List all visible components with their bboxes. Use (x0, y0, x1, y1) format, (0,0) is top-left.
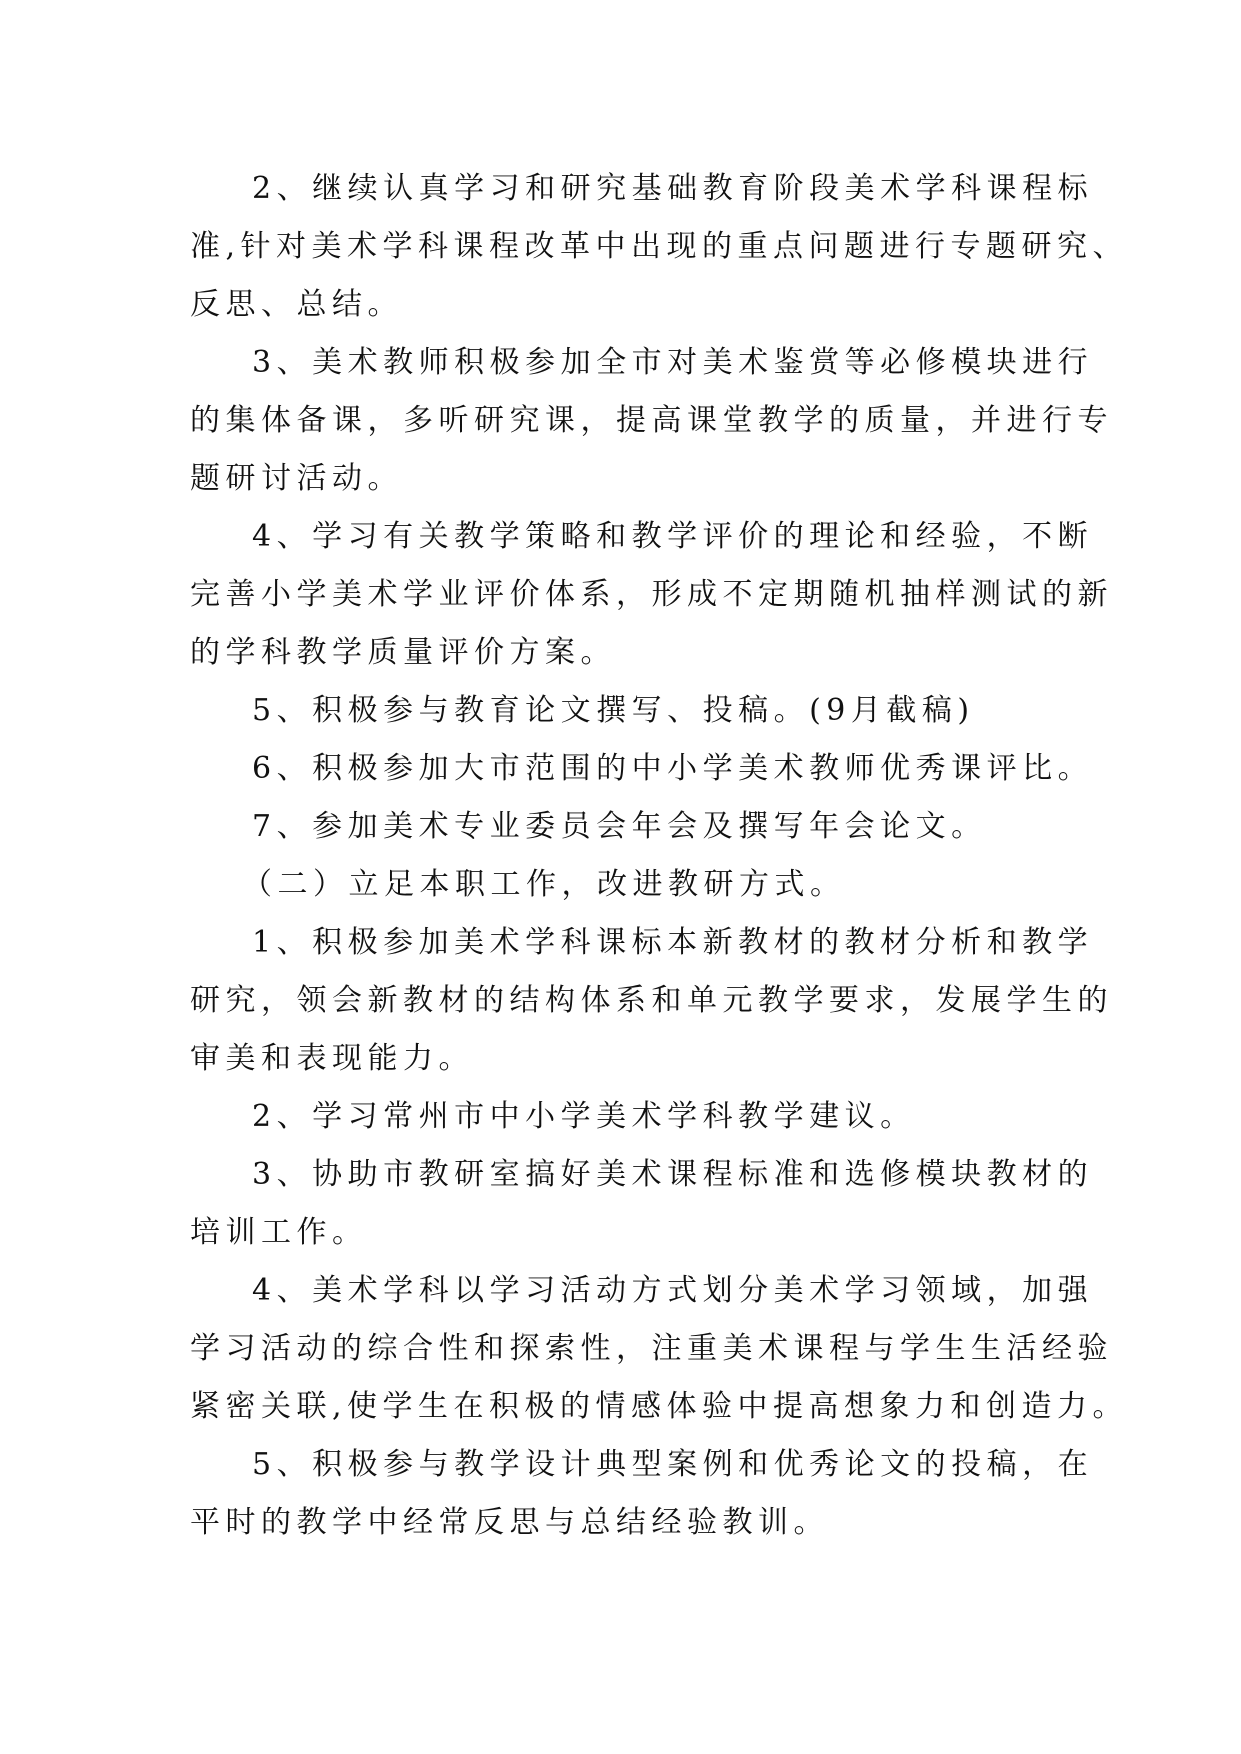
paragraph-line: 研究，领会新教材的结构体系和单元教学要求，发展学生的 (190, 983, 1113, 1018)
paragraph-line: 培训工作。 (190, 1215, 368, 1250)
paragraph-line: 完善小学美术学业评价体系，形成不定期随机抽样测试的新 (190, 577, 1113, 612)
paragraph-line: 3、美术教师积极参加全市对美术鉴赏等必修模块进行 (252, 345, 1094, 380)
paragraph-line: 紧密关联,使学生在积极的情感体验中提高想象力和创造力。 (190, 1389, 1129, 1424)
paragraph-line: 4、学习有关教学策略和教学评价的理论和经验，不断 (252, 519, 1094, 554)
paragraph-line: 反思、总结。 (190, 287, 403, 322)
paragraph-line: 学习活动的综合性和探索性，注重美术课程与学生生活经验 (190, 1331, 1113, 1366)
paragraph-line: 5、积极参与教学设计典型案例和优秀论文的投稿，在 (252, 1447, 1094, 1482)
paragraph-line: 平时的教学中经常反思与总结经验教训。 (190, 1505, 829, 1540)
paragraph-line: 4、美术学科以学习活动方式划分美术学习领域，加强 (252, 1273, 1094, 1308)
section-heading: （二）立足本职工作，改进教研方式。 (242, 867, 846, 902)
paragraph-line: 的学科教学质量评价方案。 (190, 635, 616, 670)
paragraph-line: 2、学习常州市中小学美术学科教学建议。 (252, 1099, 916, 1134)
paragraph-line: 的集体备课，多听研究课，提高课堂教学的质量，并进行专 (190, 403, 1113, 438)
paragraph-line: 5、积极参与教育论文撰写、投稿。(9月截稿) (252, 693, 975, 728)
paragraph-line: 1、积极参加美术学科课标本新教材的教材分析和教学 (252, 925, 1094, 960)
paragraph-line: 7、参加美术专业委员会年会及撰写年会论文。 (252, 809, 987, 844)
document-body (190, 160, 1129, 1552)
paragraph-line: 准,针对美术学科课程改革中出现的重点问题进行专题研究、 (190, 229, 1129, 264)
paragraph-line: 2、继续认真学习和研究基础教育阶段美术学科课程标 (252, 171, 1094, 206)
paragraph-line: 审美和表现能力。 (190, 1041, 474, 1076)
paragraph-line: 6、积极参加大市范围的中小学美术教师优秀课评比。 (252, 751, 1094, 786)
paragraph-line: 题研讨活动。 (190, 461, 403, 496)
paragraph-line: 3、协助市教研室搞好美术课程标准和选修模块教材的 (252, 1157, 1094, 1192)
